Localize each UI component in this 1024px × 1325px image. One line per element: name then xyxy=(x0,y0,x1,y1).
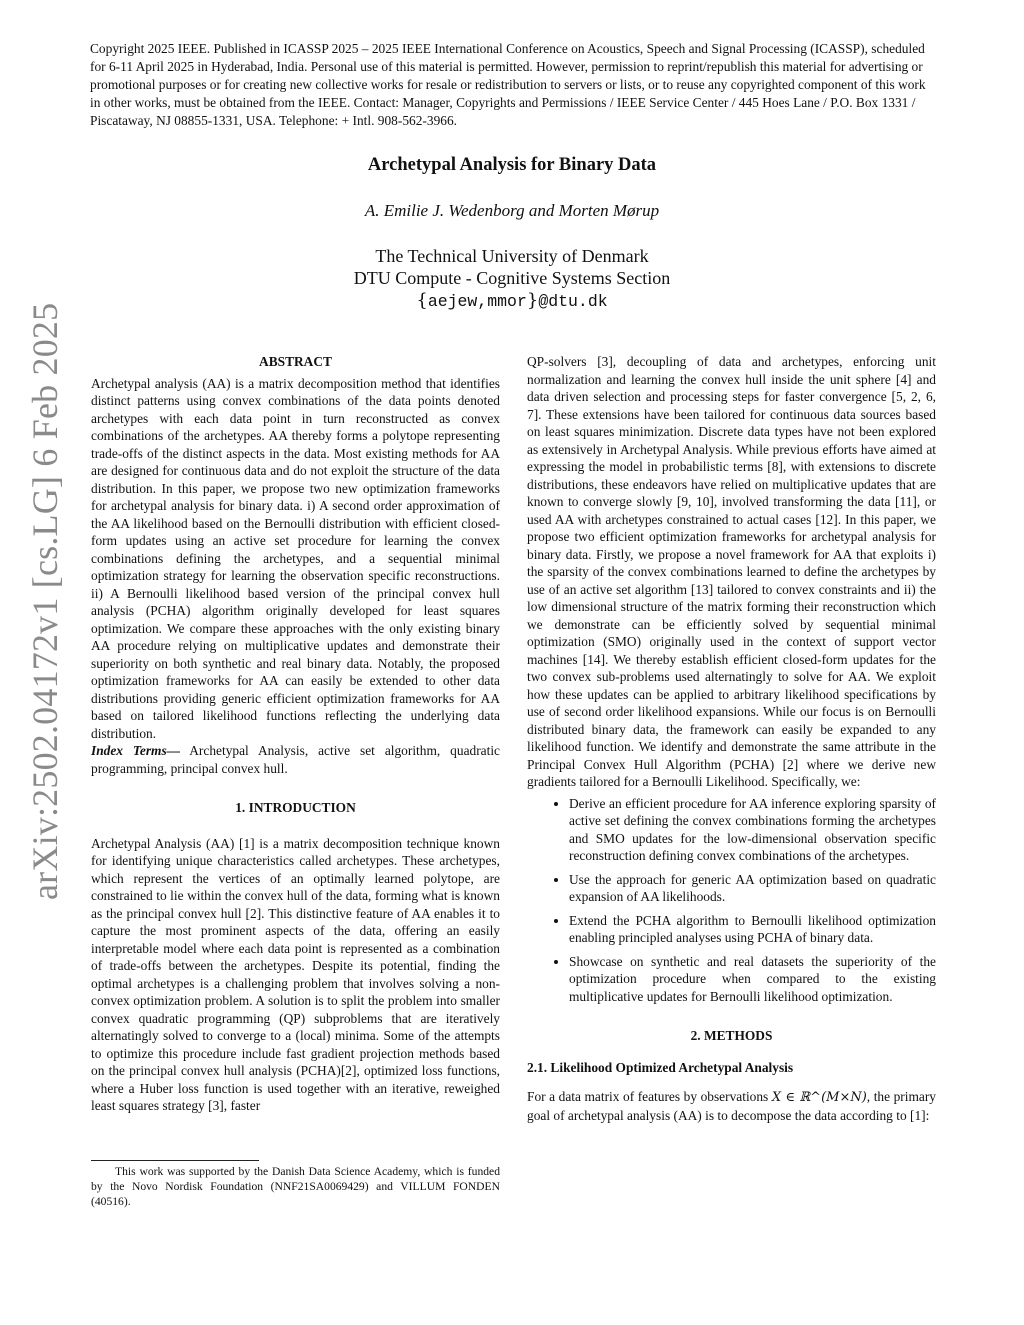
affiliation-block xyxy=(0,245,1024,313)
contribution-list xyxy=(527,795,936,1006)
methods-math: X ∈ ℝ^(M×N) xyxy=(771,1090,867,1105)
intro-heading: 1. INTRODUCTION xyxy=(235,800,356,815)
author-email: {aejew,mmor}@dtu.dk xyxy=(416,290,608,311)
index-terms xyxy=(91,742,500,777)
email-domain: @dtu.dk xyxy=(538,292,608,311)
copyright-notice: Copyright 2025 IEEE. Published in ICASSP 2025 – 2025 IEEE International Conference on Acoustics, Speech and Signal Processing (ICASSP), scheduled for 6-11 April 2025 in Hyderabad, India. Personal use of this material is permitted. However, permission to reprint/republish this material for advertising or promotional purposes or for creating new collective works for resale or redistribution to servers or lists, or to reuse any copyrighted component of this work in other works, must be obtained from the IEEE. Contact: Manager, Copyrights and Permissions / IEEE Service Center / 445 Hoes Lane / P.O. Box 1331 / Piscataway, NJ 08855-1331, USA. Telephone: + Intl. 908-562-3966. xyxy=(90,41,926,128)
affiliation-university: The Technical University of Denmark xyxy=(375,246,649,266)
methods-text xyxy=(527,1088,936,1124)
email-users: aejew,mmor xyxy=(427,292,527,311)
abstract-text: Archetypal analysis (AA) is a matrix decomposition method that identifies distinct patterns using convex combinations of the data points denoted archetypes with each data point in turn reconstructed as convex combinations of the archetypes. AA thereby forms a polytope representing trade-offs of the distinct aspects in the data. Most existing methods for AA are designed for continuous data and do not exploit the structure of the data distribution. In this paper, we propose two new optimization frameworks for archetypal analysis for binary data. i) A second order approximation of the AA likelihood based on the Bernoulli distribution with efficient closed-form updates using an active set procedure for learning the convex combinations defining the archetypes, and a sequential minimal optimization strategy for learning the observation specific reconstructions. ii) A Bernoulli likelihood based version of the principal convex hull analysis (PCHA) algorithm originally developed for least squares optimization. We compare these approaches with the only existing binary AA procedure relying on multiplicative updates and demonstrate their superiority on both synthetic and real binary data. Notably, the proposed optimization frameworks for AA can easily be extended to other data distributions providing generic efficient optimization frameworks for AA based on tailored likelihood functions reflecting the underlying data distribution. xyxy=(91,375,500,741)
footnote xyxy=(91,1158,500,1209)
paper-authors: A. Emilie J. Wedenborg and Morten Mørup xyxy=(364,201,660,220)
index-terms-label: Index Terms— xyxy=(91,743,181,758)
methods-heading: 2. METHODS xyxy=(690,1028,773,1043)
methods-text-after: , the primary goal of archetypal analysis (AA) is to decompose the data according to [1]: xyxy=(527,1089,936,1123)
intro-text: Archetypal Analysis (AA) [1] is a matrix decomposition technique known for identifying unique characteristics called archetypes. These archetypes, which represent the vertices of an optimally learned polytope, are constrained to lie within the convex hull of the data, forming what is known as the principal convex hull [2]. This distinctive feature of AA enables it to capture the most prominent aspects of the data, offering an easily interpretable model where each data point is represented as a combination of trade-offs between the archetypes. Despite its potential, finding the optimal archetypes is a challenging problem that involves solving a non-convex optimization problem. A solution is to split the problem into smaller convex quadratic programming (QP) subproblems that are iteratively alternatingly solved to converge to a (local) minima. Some of the attempts to optimize this procedure include fast gradient projection methods based on the principal convex hull analysis (PCHA)[2], optimized loss functions, where a Huber loss function is used together with an iterative, reweighed least squares strategy [3], faster xyxy=(91,835,500,1113)
list-item: • Showcase on synthetic and real datasets the superiority of the optimization procedure when compared to the existing multiplicative updates for Bernoulli likelihood optimization. xyxy=(569,953,936,1006)
list-item: • Use the approach for generic AA optimization based on quadratic expansion of AA likelihoods. xyxy=(569,871,936,906)
subsection-heading: 2.1. Likelihood Optimized Archetypal Analysis xyxy=(527,1059,794,1075)
affiliation-department: DTU Compute - Cognitive Systems Section xyxy=(353,268,671,288)
arxiv-identifier: arXiv:2502.04172v1 [cs.LG] 6 Feb 2025 xyxy=(25,302,65,900)
left-column xyxy=(91,353,500,1115)
right-column-paragraph: QP-solvers [3], decoupling of data and archetypes, enforcing unit normalization and learning the convex hull inside the unit sphere [4] and data driven selection and processing steps for faster convergence [5, 2, 6, 7]. These extensions have been tailored for continuous data sources based on least squares minimization. Discrete data types have not been explored as extensively in Archetypal Analysis. While previous efforts have aimed at expressing the model in probabilistic terms [8], with extensions to discrete distributions, these endeavors have relied on multiplicative updates that are known to converge slowly [9, 10], involved transforming the data [11], or used AA with archetypes constrained to actual cases [12]. In this paper, we propose two efficient optimization frameworks for archetypal analysis for binary data. Firstly, we propose a novel framework for AA that exploits i) the sparsity of the convex combinations learned to define the archetypes by use of an active set algorithm [13] tailored to convex constraints and ii) the low dimensional structure of the matrix forming their reconstruction which we demonstrate can be efficiently solved by sequential minimal optimization (SMO) originally used in the context of support vector machines [14]. We thereby establish efficient closed-form updates for the two convex sub-problems used alternatingly to solve for AA. We exploit how these updates can be applied to arbitrary likelihood specifications by use of second order likelihood expansions. While our focus is on Bernoulli distributed binary data, the framework can easily be expanded to any likelihood function. We identify and demonstrate the same attribute in the Principal Convex Hull Algorithm (PCHA) [2] where we derive new gradients tailored for a Bernoulli Likelihood. Specifically, we: xyxy=(527,354,936,789)
right-column xyxy=(527,353,936,1124)
list-item: • Extend the PCHA algorithm to Bernoulli likelihood optimization enabling principled analyses using PCHA of binary data. xyxy=(569,912,936,947)
methods-text-before: For a data matrix of features by observations xyxy=(527,1089,772,1104)
abstract-heading: ABSTRACT xyxy=(259,354,332,369)
paper-title: Archetypal Analysis for Binary Data xyxy=(367,155,657,175)
index-terms-text: Archetypal Analysis, active set algorithm, quadratic programming, principal convex hull. xyxy=(91,743,500,776)
list-item: • Derive an efficient procedure for AA inference exploring sparsity of active set defining the convex combinations forming the archetypes and SMO updates for the low-dimensional observation specific reconstruction defining convex combinations of the archetypes. xyxy=(569,795,936,865)
footnote-text: This work was supported by the Danish Data Science Academy, which is funded by the Novo Nordisk Foundation (NNF21SA0069429) and VILLUM FONDEN (40516). xyxy=(91,1165,500,1208)
